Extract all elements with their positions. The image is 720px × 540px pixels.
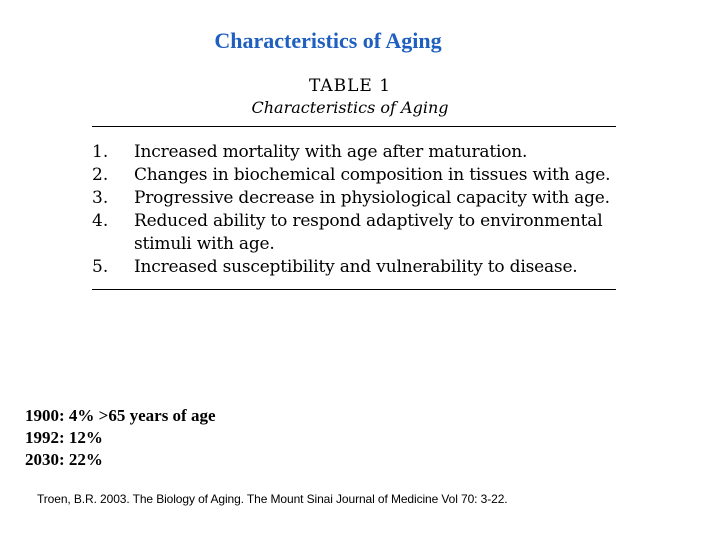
- list-item-number: 5.: [92, 257, 109, 277]
- table-top-rule: [92, 126, 616, 127]
- stat-line: 1900: 4% >65 years of age: [25, 406, 216, 425]
- list-item: [92, 164, 616, 187]
- list-item-number: 4.: [92, 211, 109, 231]
- population-stats: [25, 405, 216, 471]
- list-item-text: Increased susceptibility and vulnerability to disease.: [134, 257, 578, 277]
- list-item: [92, 141, 616, 164]
- stat-line: 2030: 22%: [25, 450, 103, 469]
- list-item: [92, 210, 616, 256]
- table-figure: [92, 76, 616, 290]
- table-bottom-rule: [92, 289, 616, 290]
- table-label: TABLE 1: [308, 76, 392, 96]
- list-item-text: Increased mortality with age after maturation.: [134, 142, 528, 162]
- table-caption: Characteristics of Aging: [251, 98, 449, 117]
- citation: Troen, B.R. 2003. The Biology of Aging. The Mount Sinai Journal of Medicine Vol 70: 3-22.: [37, 492, 508, 506]
- list-item-text: Progressive decrease in physiological capacity with age.: [134, 188, 610, 208]
- slide-title: Characteristics of Aging: [214, 28, 442, 53]
- list-item-text: Reduced ability to respond adaptively to environmental stimuli with age.: [134, 211, 603, 254]
- list-item-number: 1.: [92, 142, 109, 162]
- list-item: [92, 187, 616, 210]
- list-item: [92, 256, 616, 279]
- table-list: [92, 141, 616, 279]
- stat-line: 1992: 12%: [25, 428, 103, 447]
- list-item-number: 2.: [92, 165, 109, 185]
- list-item-text: Changes in biochemical composition in tissues with age.: [134, 165, 611, 185]
- list-item-number: 3.: [92, 188, 109, 208]
